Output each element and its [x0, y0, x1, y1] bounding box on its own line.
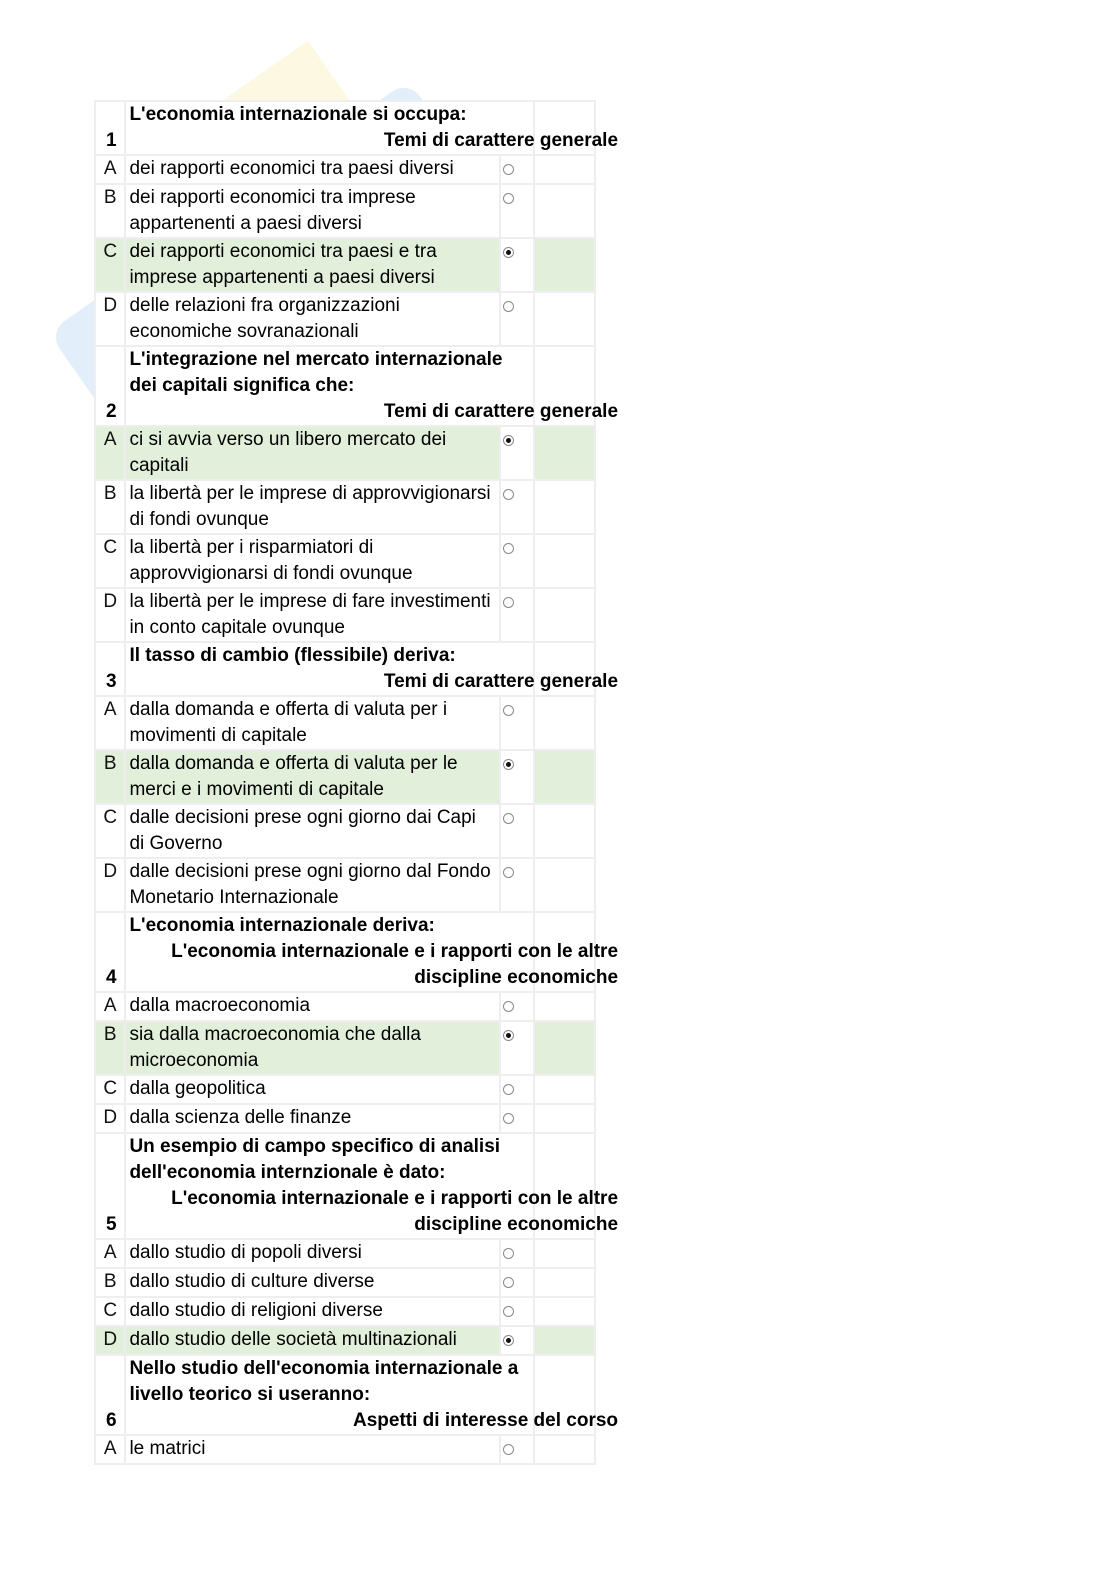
answer-spacer [535, 805, 594, 857]
radio-unselected-icon[interactable] [503, 705, 514, 716]
answer-row [96, 1327, 594, 1354]
answer-radio-cell [501, 185, 534, 237]
answer-text: dalla scienza delle finanze [126, 1105, 498, 1132]
answer-radio-cell [501, 1022, 534, 1074]
question-row [96, 1356, 594, 1434]
question-category: Temi di carattere generale [383, 130, 619, 151]
answer-text: le matrici [126, 1436, 498, 1463]
radio-unselected-icon[interactable] [503, 301, 514, 312]
answer-row [96, 481, 594, 533]
question-number: 4 [96, 913, 124, 991]
answer-radio-cell [501, 589, 534, 641]
radio-unselected-icon[interactable] [503, 164, 514, 175]
radio-selected-icon[interactable] [503, 1335, 514, 1346]
radio-unselected-icon[interactable] [503, 597, 514, 608]
answer-letter: C [96, 1076, 124, 1103]
answer-row [96, 1269, 594, 1296]
answer-row [96, 1298, 594, 1325]
radio-unselected-icon[interactable] [503, 813, 514, 824]
answer-letter: B [96, 185, 124, 237]
answer-text: dalla domanda e offerta di valuta per le merci e i movimenti di capitale [126, 751, 498, 803]
answer-radio-cell [501, 239, 534, 291]
radio-unselected-icon[interactable] [503, 193, 514, 204]
answer-text: dalle decisioni prese ogni giorno dai Capi di Governo [126, 805, 498, 857]
answer-letter: A [96, 156, 124, 183]
answer-row [96, 156, 594, 183]
answer-row [96, 1240, 594, 1267]
answer-spacer [535, 1269, 594, 1296]
answer-text: la libertà per i risparmiatori di approvvigionarsi di fondi ovunque [126, 535, 498, 587]
answer-spacer [535, 697, 594, 749]
question-category: Temi di carattere generale [383, 671, 619, 692]
answer-row [96, 993, 594, 1020]
radio-unselected-icon[interactable] [503, 1444, 514, 1455]
answer-spacer [535, 1436, 594, 1463]
question-row [96, 643, 594, 695]
question-number: 1 [96, 102, 124, 154]
radio-unselected-icon[interactable] [503, 543, 514, 554]
answer-radio-cell [501, 805, 534, 857]
radio-unselected-icon[interactable] [503, 867, 514, 878]
answer-row [96, 859, 594, 911]
radio-unselected-icon[interactable] [503, 489, 514, 500]
question-row [96, 102, 594, 154]
answer-radio-cell [501, 156, 534, 183]
question-number: 3 [96, 643, 124, 695]
answer-text: la libertà per le imprese di fare investimenti in conto capitale ovunque [126, 589, 498, 641]
answer-spacer [535, 589, 594, 641]
question-text: L'integrazione nel mercato internazionale dei capitali significa che: [129, 349, 503, 396]
answer-radio-cell [501, 1105, 534, 1132]
question-category: Aspetti di interesse del corso [352, 1410, 619, 1431]
answer-radio-cell [501, 697, 534, 749]
answer-letter: A [96, 697, 124, 749]
answer-text: dalla macroeconomia [126, 993, 498, 1020]
answer-spacer [535, 427, 594, 479]
question-category: Temi di carattere generale [383, 401, 619, 422]
answer-radio-cell [501, 859, 534, 911]
answer-letter: B [96, 751, 124, 803]
question-text: L'economia internazionale si occupa: [129, 104, 467, 125]
answer-letter: C [96, 535, 124, 587]
answer-radio-cell [501, 1076, 534, 1103]
answer-letter: D [96, 589, 124, 641]
answer-radio-cell [501, 751, 534, 803]
answer-row [96, 1022, 594, 1074]
question-row [96, 1134, 594, 1238]
question-row [96, 913, 594, 991]
answer-radio-cell [501, 293, 534, 345]
answer-letter: D [96, 1327, 124, 1354]
answer-row [96, 1436, 594, 1463]
answer-letter: A [96, 1436, 124, 1463]
answer-text: dalla geopolitica [126, 1076, 498, 1103]
question-row [96, 347, 594, 425]
answer-spacer [535, 859, 594, 911]
radio-unselected-icon[interactable] [503, 1277, 514, 1288]
answer-letter: A [96, 1240, 124, 1267]
answer-radio-cell [501, 535, 534, 587]
answer-row [96, 535, 594, 587]
radio-unselected-icon[interactable] [503, 1248, 514, 1259]
question-number: 2 [96, 347, 124, 425]
answer-radio-cell [501, 427, 534, 479]
answer-spacer [535, 239, 594, 291]
answer-letter: A [96, 427, 124, 479]
question-cell [126, 1356, 619, 1434]
answer-text: dei rapporti economici tra imprese appartenenti a paesi diversi [126, 185, 498, 237]
answer-spacer [535, 156, 594, 183]
question-number: 5 [96, 1134, 124, 1238]
answer-radio-cell [501, 1269, 534, 1296]
answer-row [96, 805, 594, 857]
answer-row [96, 185, 594, 237]
answer-spacer [535, 1105, 594, 1132]
answer-row [96, 427, 594, 479]
answer-row [96, 293, 594, 345]
radio-unselected-icon[interactable] [503, 1113, 514, 1124]
answer-row [96, 751, 594, 803]
radio-selected-icon[interactable] [503, 435, 514, 446]
answer-spacer [535, 185, 594, 237]
answer-spacer [535, 1076, 594, 1103]
answer-radio-cell [501, 481, 534, 533]
answer-text: dei rapporti economici tra paesi e tra imprese appartenenti a paesi diversi [126, 239, 498, 291]
answer-radio-cell [501, 993, 534, 1020]
answer-text: dallo studio di popoli diversi [126, 1240, 498, 1267]
answer-spacer [535, 751, 594, 803]
question-text: Il tasso di cambio (flessibile) deriva: [129, 645, 456, 666]
radio-selected-icon[interactable] [503, 1030, 514, 1041]
radio-unselected-icon[interactable] [503, 1001, 514, 1012]
question-cell [126, 102, 619, 154]
answer-radio-cell [501, 1436, 534, 1463]
answer-letter: C [96, 239, 124, 291]
answer-radio-cell [501, 1327, 534, 1354]
answer-text: dalle decisioni prese ogni giorno dal Fondo Monetario Internazionale [126, 859, 498, 911]
radio-unselected-icon[interactable] [503, 1306, 514, 1317]
quiz-container [94, 100, 619, 1465]
answer-row [96, 589, 594, 641]
answer-letter: B [96, 481, 124, 533]
answer-letter: B [96, 1269, 124, 1296]
answer-text: dallo studio di culture diverse [126, 1269, 498, 1296]
answer-radio-cell [501, 1298, 534, 1325]
question-text: Nello studio dell'economia internazionale a livello teorico si useranno: [129, 1358, 519, 1405]
answer-text: dalla domanda e offerta di valuta per i movimenti di capitale [126, 697, 498, 749]
question-number: 6 [96, 1356, 124, 1434]
answer-text: dallo studio delle società multinazionali [126, 1327, 498, 1354]
question-category: L'economia internazionale e i rapporti con le altre discipline economiche [171, 941, 619, 988]
answer-row [96, 1105, 594, 1132]
answer-row [96, 1076, 594, 1103]
answer-text: dei rapporti economici tra paesi diversi [126, 156, 498, 183]
answer-spacer [535, 481, 594, 533]
radio-selected-icon[interactable] [503, 247, 514, 258]
answer-spacer [535, 1327, 594, 1354]
question-cell [126, 347, 619, 425]
answer-radio-cell [501, 1240, 534, 1267]
question-cell [126, 913, 619, 991]
question-text: L'economia internazionale deriva: [129, 915, 435, 936]
radio-selected-icon[interactable] [503, 759, 514, 770]
question-cell [126, 1134, 619, 1238]
answer-letter: C [96, 805, 124, 857]
question-cell [126, 643, 619, 695]
question-text: Un esempio di campo specifico di analisi dell'economia internzionale è dato: [129, 1136, 501, 1183]
radio-unselected-icon[interactable] [503, 1084, 514, 1095]
answer-text: dallo studio di religioni diverse [126, 1298, 498, 1325]
answer-row [96, 239, 594, 291]
answer-text: la libertà per le imprese di approvvigionarsi di fondi ovunque [126, 481, 498, 533]
answer-spacer [535, 993, 594, 1020]
quiz-table [94, 100, 619, 1465]
answer-text: ci si avvia verso un libero mercato dei capitali [126, 427, 498, 479]
answer-spacer [535, 293, 594, 345]
answer-letter: B [96, 1022, 124, 1074]
answer-text: delle relazioni fra organizzazioni economiche sovranazionali [126, 293, 498, 345]
answer-letter: D [96, 859, 124, 911]
answer-spacer [535, 535, 594, 587]
answer-letter: C [96, 1298, 124, 1325]
answer-text: sia dalla macroeconomia che dalla microeconomia [126, 1022, 498, 1074]
answer-letter: D [96, 1105, 124, 1132]
answer-spacer [535, 1298, 594, 1325]
answer-letter: A [96, 993, 124, 1020]
question-category: L'economia internazionale e i rapporti con le altre discipline economiche [171, 1188, 619, 1235]
answer-letter: D [96, 293, 124, 345]
answer-spacer [535, 1240, 594, 1267]
answer-row [96, 697, 594, 749]
answer-spacer [535, 1022, 594, 1074]
